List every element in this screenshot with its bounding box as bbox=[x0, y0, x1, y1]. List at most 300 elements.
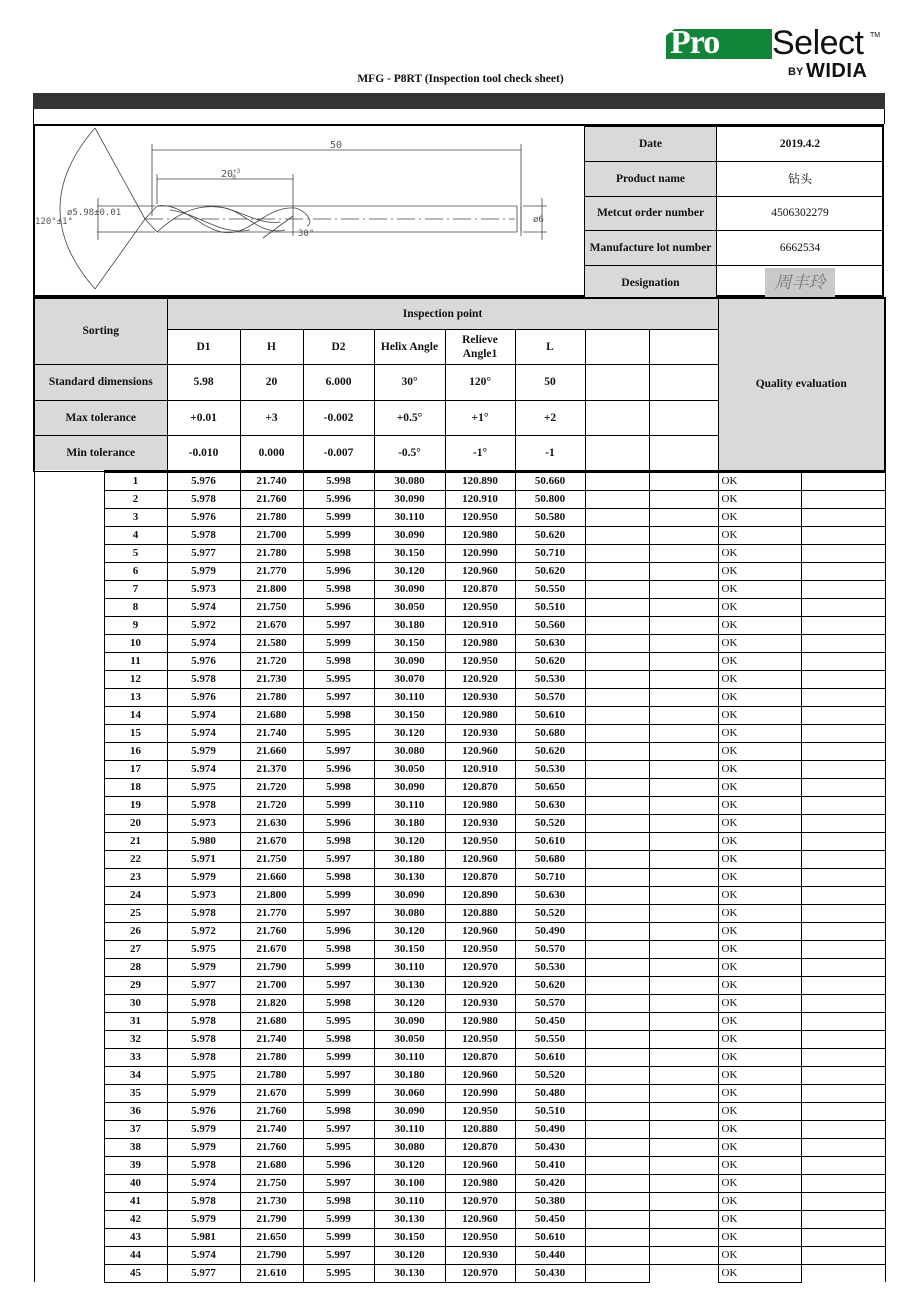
d1-value: 5.974 bbox=[167, 634, 240, 652]
row-number: 15 bbox=[104, 724, 167, 742]
row-number: 21 bbox=[104, 832, 167, 850]
row-blank-cell bbox=[34, 1264, 104, 1282]
d2-value: 5.998 bbox=[303, 1030, 374, 1048]
quality-result: OK bbox=[718, 508, 801, 526]
d2-value: 5.999 bbox=[303, 508, 374, 526]
d1-value: 5.976 bbox=[167, 471, 240, 490]
extra-cell-2 bbox=[649, 544, 718, 562]
product-row bbox=[585, 161, 884, 196]
table-row bbox=[34, 1246, 885, 1264]
row-blank-cell bbox=[34, 814, 104, 832]
d2-value: 5.997 bbox=[303, 1246, 374, 1264]
quality-result: OK bbox=[718, 634, 801, 652]
quality-result: OK bbox=[718, 1246, 801, 1264]
relieve-angle-value: 120.980 bbox=[445, 796, 515, 814]
quality-note bbox=[801, 471, 885, 490]
d1-value: 5.974 bbox=[167, 760, 240, 778]
row-blank-cell bbox=[34, 490, 104, 508]
l-value: 50.610 bbox=[515, 1228, 585, 1246]
quality-result: OK bbox=[718, 1048, 801, 1066]
relieve-angle-value: 120.960 bbox=[445, 562, 515, 580]
row-number: 36 bbox=[104, 1102, 167, 1120]
quality-note bbox=[801, 868, 885, 886]
quality-note bbox=[801, 1030, 885, 1048]
quality-note bbox=[801, 1246, 885, 1264]
row-blank-cell bbox=[34, 868, 104, 886]
d1-value: 5.978 bbox=[167, 904, 240, 922]
l-value: 50.630 bbox=[515, 634, 585, 652]
relieve-angle-value: 120.970 bbox=[445, 958, 515, 976]
l-value: 50.800 bbox=[515, 490, 585, 508]
quality-note bbox=[801, 742, 885, 760]
d2-value: 5.998 bbox=[303, 1102, 374, 1120]
helix-angle-value: 30.130 bbox=[374, 976, 445, 994]
row-blank-cell bbox=[34, 760, 104, 778]
l-value: 50.560 bbox=[515, 616, 585, 634]
helix-angle-value: 30.050 bbox=[374, 1030, 445, 1048]
row-number: 1 bbox=[104, 471, 167, 490]
min-helix: -0.5° bbox=[374, 435, 445, 471]
l-value: 50.620 bbox=[515, 562, 585, 580]
d1-value: 5.978 bbox=[167, 796, 240, 814]
table-row bbox=[34, 994, 885, 1012]
extra-cell-1 bbox=[585, 1192, 649, 1210]
l-value: 50.430 bbox=[515, 1264, 585, 1282]
relieve-angle-value: 120.930 bbox=[445, 1246, 515, 1264]
helix-angle-value: 30.070 bbox=[374, 670, 445, 688]
quality-result: OK bbox=[718, 742, 801, 760]
extra-cell-2 bbox=[649, 850, 718, 868]
extra-cell-1 bbox=[585, 868, 649, 886]
relieve-angle-value: 120.930 bbox=[445, 724, 515, 742]
extra-cell-1 bbox=[585, 922, 649, 940]
h-value: 21.750 bbox=[240, 1174, 303, 1192]
designation-row bbox=[585, 266, 884, 301]
row-blank-cell bbox=[34, 922, 104, 940]
h-value: 21.750 bbox=[240, 850, 303, 868]
quality-note bbox=[801, 616, 885, 634]
max-tolerance-label: Max tolerance bbox=[34, 400, 167, 435]
row-number: 6 bbox=[104, 562, 167, 580]
d2-value: 5.997 bbox=[303, 1120, 374, 1138]
designation-label: Designation bbox=[585, 266, 717, 301]
col-l: L bbox=[515, 329, 585, 364]
extra-cell-2 bbox=[649, 886, 718, 904]
row-blank-cell bbox=[34, 832, 104, 850]
l-value: 50.550 bbox=[515, 580, 585, 598]
table-row bbox=[34, 1102, 885, 1120]
h-value: 21.800 bbox=[240, 580, 303, 598]
l-value: 50.680 bbox=[515, 850, 585, 868]
table-row bbox=[34, 1120, 885, 1138]
quality-note bbox=[801, 634, 885, 652]
extra-cell-2 bbox=[649, 1012, 718, 1030]
row-number: 19 bbox=[104, 796, 167, 814]
quality-note bbox=[801, 1120, 885, 1138]
quality-result: OK bbox=[718, 976, 801, 994]
helix-angle-value: 30.090 bbox=[374, 490, 445, 508]
quality-note bbox=[801, 760, 885, 778]
table-row bbox=[34, 526, 885, 544]
row-blank-cell bbox=[34, 1120, 104, 1138]
row-number: 26 bbox=[104, 922, 167, 940]
h-value: 21.660 bbox=[240, 742, 303, 760]
d1-value: 5.974 bbox=[167, 1174, 240, 1192]
table-row bbox=[34, 670, 885, 688]
relieve-angle-value: 120.950 bbox=[445, 508, 515, 526]
extra-cell-2 bbox=[649, 1210, 718, 1228]
helix-angle-value: 30.100 bbox=[374, 1174, 445, 1192]
d2-value: 5.998 bbox=[303, 544, 374, 562]
quality-result: OK bbox=[718, 1084, 801, 1102]
d1-value: 5.976 bbox=[167, 688, 240, 706]
d2-value: 5.997 bbox=[303, 904, 374, 922]
quality-note bbox=[801, 814, 885, 832]
l-value: 50.510 bbox=[515, 1102, 585, 1120]
helix-angle-label: 30° bbox=[298, 229, 315, 239]
extra-cell-2 bbox=[649, 976, 718, 994]
extra-cell-2 bbox=[649, 1264, 718, 1282]
row-number: 32 bbox=[104, 1030, 167, 1048]
row-blank-cell bbox=[34, 976, 104, 994]
row-blank-cell bbox=[34, 1156, 104, 1174]
row-number: 8 bbox=[104, 598, 167, 616]
extra-cell-2 bbox=[649, 922, 718, 940]
quality-result: OK bbox=[718, 1264, 801, 1282]
quality-note bbox=[801, 670, 885, 688]
table-row bbox=[34, 1030, 885, 1048]
min-tolerance-label: Min tolerance bbox=[34, 435, 167, 471]
overall-length-label: 50 bbox=[330, 140, 343, 151]
relieve-angle-value: 120.880 bbox=[445, 904, 515, 922]
table-row bbox=[34, 652, 885, 670]
table-row bbox=[34, 544, 885, 562]
row-blank-cell bbox=[34, 1210, 104, 1228]
h-value: 21.760 bbox=[240, 1138, 303, 1156]
extra-cell-1 bbox=[585, 850, 649, 868]
quality-note bbox=[801, 1012, 885, 1030]
extra-cell-2 bbox=[649, 688, 718, 706]
extra-cell-2 bbox=[649, 1228, 718, 1246]
quality-note bbox=[801, 1084, 885, 1102]
row-blank-cell bbox=[34, 850, 104, 868]
d2-value: 5.995 bbox=[303, 1138, 374, 1156]
row-number: 13 bbox=[104, 688, 167, 706]
h-value: 21.730 bbox=[240, 1192, 303, 1210]
helix-angle-value: 30.080 bbox=[374, 1138, 445, 1156]
h-value: 21.740 bbox=[240, 471, 303, 490]
h-value: 21.700 bbox=[240, 976, 303, 994]
row-blank-cell bbox=[34, 1084, 104, 1102]
helix-angle-value: 30.180 bbox=[374, 814, 445, 832]
extra-cell-1 bbox=[585, 526, 649, 544]
row-number: 23 bbox=[104, 868, 167, 886]
extra-cell-1 bbox=[585, 508, 649, 526]
l-value: 50.570 bbox=[515, 688, 585, 706]
helix-angle-value: 30.120 bbox=[374, 562, 445, 580]
d2-value: 5.999 bbox=[303, 1228, 374, 1246]
relieve-angle-value: 120.930 bbox=[445, 688, 515, 706]
d2-value: 5.999 bbox=[303, 796, 374, 814]
row-blank-cell bbox=[34, 886, 104, 904]
row-number: 10 bbox=[104, 634, 167, 652]
l-value: 50.440 bbox=[515, 1246, 585, 1264]
relieve-angle-value: 120.980 bbox=[445, 1012, 515, 1030]
helix-angle-value: 30.150 bbox=[374, 940, 445, 958]
d1-value: 5.978 bbox=[167, 1192, 240, 1210]
h-value: 21.780 bbox=[240, 688, 303, 706]
d2-value: 5.999 bbox=[303, 1210, 374, 1228]
l-value: 50.420 bbox=[515, 1174, 585, 1192]
quality-note bbox=[801, 598, 885, 616]
row-blank-cell bbox=[34, 526, 104, 544]
max-relieve: +1° bbox=[445, 400, 515, 435]
col-extra-1 bbox=[585, 329, 649, 364]
quality-note bbox=[801, 580, 885, 598]
quality-result: OK bbox=[718, 670, 801, 688]
row-number: 18 bbox=[104, 778, 167, 796]
quality-result: OK bbox=[718, 958, 801, 976]
h-value: 21.670 bbox=[240, 940, 303, 958]
table-row bbox=[34, 742, 885, 760]
table-row bbox=[34, 1264, 885, 1282]
extra-cell-2 bbox=[649, 1120, 718, 1138]
relieve-angle-value: 120.950 bbox=[445, 1228, 515, 1246]
quality-result: OK bbox=[718, 1138, 801, 1156]
std-h: 20 bbox=[240, 364, 303, 400]
extra-cell-1 bbox=[585, 471, 649, 490]
document-title: MFG - P8RT (Inspection tool check sheet) bbox=[357, 73, 564, 85]
logo-by-text: BY bbox=[788, 66, 804, 78]
extra-cell-1 bbox=[585, 1012, 649, 1030]
quality-result: OK bbox=[718, 724, 801, 742]
extra-cell-2 bbox=[649, 832, 718, 850]
extra-cell-2 bbox=[649, 724, 718, 742]
h-value: 21.660 bbox=[240, 868, 303, 886]
table-row bbox=[34, 922, 885, 940]
quality-result: OK bbox=[718, 904, 801, 922]
flute-length-label: $20^{+3}$ 0 bbox=[221, 168, 241, 181]
extra-cell-2 bbox=[649, 796, 718, 814]
l-value: 50.510 bbox=[515, 598, 585, 616]
row-number: 35 bbox=[104, 1084, 167, 1102]
std-d2: 6.000 bbox=[303, 364, 374, 400]
l-value: 50.490 bbox=[515, 1120, 585, 1138]
d1-value: 5.974 bbox=[167, 1246, 240, 1264]
col-extra-2 bbox=[649, 329, 718, 364]
lot-row bbox=[585, 231, 884, 266]
row-blank-cell bbox=[34, 634, 104, 652]
row-number: 28 bbox=[104, 958, 167, 976]
quality-result: OK bbox=[718, 562, 801, 580]
extra-cell-1 bbox=[585, 742, 649, 760]
relieve-angle-value: 120.920 bbox=[445, 670, 515, 688]
row-blank-cell bbox=[34, 670, 104, 688]
l-value: 50.620 bbox=[515, 976, 585, 994]
std-extra-2 bbox=[649, 364, 718, 400]
h-value: 21.770 bbox=[240, 562, 303, 580]
d2-value: 5.997 bbox=[303, 616, 374, 634]
h-value: 21.650 bbox=[240, 1228, 303, 1246]
row-blank-cell bbox=[34, 1030, 104, 1048]
quality-note bbox=[801, 706, 885, 724]
row-number: 33 bbox=[104, 1048, 167, 1066]
quality-result: OK bbox=[718, 706, 801, 724]
relieve-angle-value: 120.970 bbox=[445, 1192, 515, 1210]
extra-cell-1 bbox=[585, 598, 649, 616]
row-number: 17 bbox=[104, 760, 167, 778]
table-row bbox=[34, 850, 885, 868]
max-helix: +0.5° bbox=[374, 400, 445, 435]
helix-angle-value: 30.120 bbox=[374, 832, 445, 850]
helix-angle-value: 30.080 bbox=[374, 742, 445, 760]
quality-result: OK bbox=[718, 814, 801, 832]
row-blank-cell bbox=[34, 688, 104, 706]
d2-value: 5.998 bbox=[303, 1192, 374, 1210]
extra-cell-2 bbox=[649, 598, 718, 616]
h-value: 21.760 bbox=[240, 1102, 303, 1120]
row-blank-cell bbox=[34, 724, 104, 742]
relieve-angle-value: 120.980 bbox=[445, 634, 515, 652]
helix-angle-value: 30.050 bbox=[374, 760, 445, 778]
quality-result: OK bbox=[718, 544, 801, 562]
extra-cell-1 bbox=[585, 1264, 649, 1282]
row-number: 20 bbox=[104, 814, 167, 832]
row-number: 2 bbox=[104, 490, 167, 508]
min-d2: -0.007 bbox=[303, 435, 374, 471]
row-number: 29 bbox=[104, 976, 167, 994]
extra-cell-1 bbox=[585, 1138, 649, 1156]
quality-result: OK bbox=[718, 868, 801, 886]
d1-value: 5.977 bbox=[167, 1264, 240, 1282]
extra-cell-1 bbox=[585, 490, 649, 508]
helix-angle-value: 30.120 bbox=[374, 994, 445, 1012]
table-row bbox=[34, 976, 885, 994]
row-number: 12 bbox=[104, 670, 167, 688]
quality-result: OK bbox=[718, 940, 801, 958]
relieve-angle-value: 120.880 bbox=[445, 1120, 515, 1138]
d2-value: 5.999 bbox=[303, 526, 374, 544]
helix-angle-value: 30.090 bbox=[374, 778, 445, 796]
extra-cell-2 bbox=[649, 706, 718, 724]
row-number: 41 bbox=[104, 1192, 167, 1210]
table-row bbox=[34, 778, 885, 796]
table-row bbox=[34, 958, 885, 976]
table-row bbox=[34, 562, 885, 580]
blank-header-row bbox=[33, 109, 885, 124]
row-blank-cell bbox=[34, 742, 104, 760]
d1-value: 5.972 bbox=[167, 922, 240, 940]
row-number: 45 bbox=[104, 1264, 167, 1282]
quality-result: OK bbox=[718, 616, 801, 634]
relieve-angle-value: 120.950 bbox=[445, 832, 515, 850]
quality-note bbox=[801, 1228, 885, 1246]
table-row bbox=[34, 868, 885, 886]
helix-angle-value: 30.090 bbox=[374, 526, 445, 544]
extra-cell-2 bbox=[649, 508, 718, 526]
d1-value: 5.979 bbox=[167, 742, 240, 760]
extra-cell-1 bbox=[585, 796, 649, 814]
l-value: 50.710 bbox=[515, 544, 585, 562]
h-value: 21.790 bbox=[240, 1246, 303, 1264]
h-value: 21.680 bbox=[240, 1012, 303, 1030]
h-value: 21.780 bbox=[240, 508, 303, 526]
d1-value: 5.978 bbox=[167, 1156, 240, 1174]
d2-value: 5.997 bbox=[303, 742, 374, 760]
min-extra-2 bbox=[649, 435, 718, 471]
extra-cell-1 bbox=[585, 1066, 649, 1084]
order-number-label: Metcut order number bbox=[585, 196, 717, 231]
d2-value: 5.997 bbox=[303, 976, 374, 994]
d2-value: 5.995 bbox=[303, 670, 374, 688]
table-row bbox=[34, 760, 885, 778]
max-h: +3 bbox=[240, 400, 303, 435]
extra-cell-2 bbox=[649, 670, 718, 688]
relieve-angle-value: 120.950 bbox=[445, 940, 515, 958]
extra-cell-1 bbox=[585, 1120, 649, 1138]
col-h: H bbox=[240, 329, 303, 364]
table-row bbox=[34, 724, 885, 742]
d2-value: 5.999 bbox=[303, 634, 374, 652]
row-number: 40 bbox=[104, 1174, 167, 1192]
extra-cell-2 bbox=[649, 652, 718, 670]
max-d1: +0.01 bbox=[167, 400, 240, 435]
min-h: 0.000 bbox=[240, 435, 303, 471]
std-helix: 30° bbox=[374, 364, 445, 400]
l-value: 50.450 bbox=[515, 1210, 585, 1228]
quality-note bbox=[801, 688, 885, 706]
helix-angle-value: 30.120 bbox=[374, 1246, 445, 1264]
extra-cell-2 bbox=[649, 1192, 718, 1210]
date-value: 2019.4.2 bbox=[717, 127, 884, 162]
row-number: 22 bbox=[104, 850, 167, 868]
quality-note bbox=[801, 652, 885, 670]
relieve-angle-value: 120.960 bbox=[445, 742, 515, 760]
extra-cell-1 bbox=[585, 760, 649, 778]
d1-value: 5.979 bbox=[167, 562, 240, 580]
row-number: 9 bbox=[104, 616, 167, 634]
table-row bbox=[34, 1156, 885, 1174]
extra-cell-1 bbox=[585, 1030, 649, 1048]
extra-cell-1 bbox=[585, 1174, 649, 1192]
col-d1: D1 bbox=[167, 329, 240, 364]
helix-angle-value: 30.120 bbox=[374, 724, 445, 742]
d1-value: 5.977 bbox=[167, 544, 240, 562]
d2-value: 5.997 bbox=[303, 1066, 374, 1084]
h-value: 21.670 bbox=[240, 1084, 303, 1102]
helix-angle-value: 30.150 bbox=[374, 544, 445, 562]
quality-result: OK bbox=[718, 1210, 801, 1228]
quality-note bbox=[801, 886, 885, 904]
d2-value: 5.999 bbox=[303, 886, 374, 904]
d2-value: 5.996 bbox=[303, 490, 374, 508]
date-label: Date bbox=[585, 127, 717, 162]
d1-value: 5.978 bbox=[167, 670, 240, 688]
h-value: 21.580 bbox=[240, 634, 303, 652]
row-number: 39 bbox=[104, 1156, 167, 1174]
extra-cell-1 bbox=[585, 562, 649, 580]
extra-cell-2 bbox=[649, 471, 718, 490]
extra-cell-2 bbox=[649, 1138, 718, 1156]
row-number: 14 bbox=[104, 706, 167, 724]
relieve-angle-value: 120.870 bbox=[445, 868, 515, 886]
helix-angle-value: 30.090 bbox=[374, 580, 445, 598]
relieve-angle-value: 120.960 bbox=[445, 850, 515, 868]
extra-cell-1 bbox=[585, 1102, 649, 1120]
relieve-angle-value: 120.950 bbox=[445, 598, 515, 616]
quality-note bbox=[801, 1048, 885, 1066]
quality-result: OK bbox=[718, 994, 801, 1012]
